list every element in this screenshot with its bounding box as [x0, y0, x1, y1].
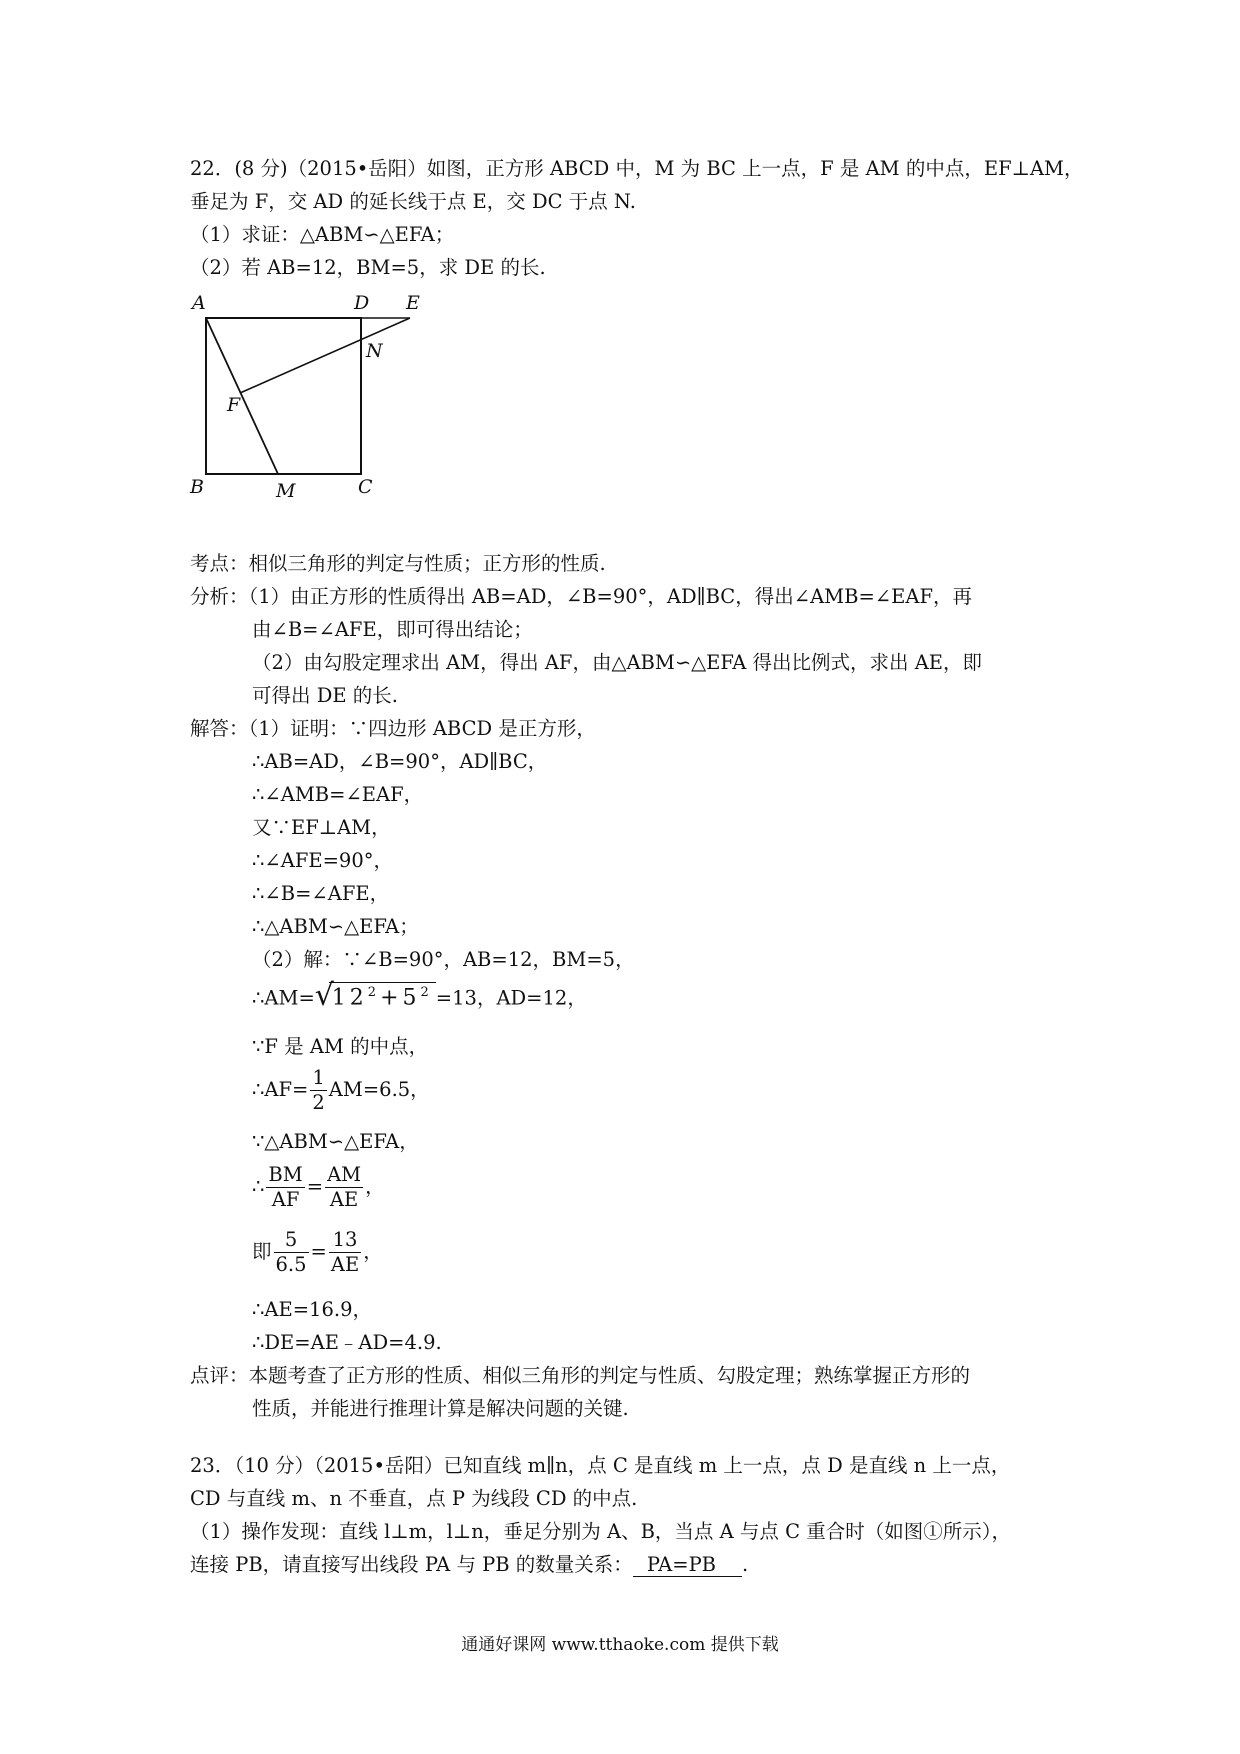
- fraction-numerator: BM: [268, 1163, 303, 1186]
- label-E: E: [406, 292, 420, 314]
- fraction-denominator: 2: [312, 1091, 325, 1114]
- fenxi-line4: 可得出 DE 的长.: [252, 684, 398, 707]
- q23-line3: （1）操作发现：直线 l⊥m，l⊥n，垂足分别为 A、B，当点 A 与点 C 重合时（如图①所示），: [190, 1520, 1011, 1543]
- q23-line2: CD 与直线 m、n 不垂直，点 P 为线段 CD 的中点.: [190, 1487, 638, 1510]
- label-M: M: [276, 480, 296, 502]
- dianping-line1: 点评：本题考查了正方形的性质、相似三角形的判定与性质、勾股定理；熟练掌握正方形的: [190, 1364, 971, 1387]
- jieda-line8: （2）解：∵∠B=90°，AB=12，BM=5，: [252, 948, 635, 971]
- am-prefix: ∴AM=: [252, 986, 315, 1010]
- label-N: N: [366, 340, 383, 362]
- equals-sign: =: [310, 1240, 327, 1263]
- fenxi-line3: （2）由勾股定理求出 AM，得出 AF，由△ABM∽△EFA 得出比例式，求出 AE，即: [252, 651, 983, 674]
- exponent-a: 2: [367, 985, 381, 1000]
- jieda-line9: [252, 978, 587, 1013]
- fraction-numerator: 5: [274, 1228, 309, 1253]
- q23-line1: 23．（10 分）（2015•岳阳）已知直线 m∥n，点 C 是直线 m 上一点，点 D 是直线 n 上一点，: [190, 1454, 1011, 1477]
- fenxi-line2: 由∠B=∠AFE，即可得出结论；: [252, 618, 533, 641]
- label-C: C: [358, 476, 373, 498]
- fenxi-line1: 分析：（1）由正方形的性质得出 AB=AD，∠B=90°，AD∥BC，得出∠AMB=∠EAF，再: [190, 585, 972, 608]
- q22-part2: （2）若 AB=12，BM=5，求 DE 的长.: [190, 256, 546, 279]
- q22-part1: （1）求证：△ABM∽△EFA；: [190, 223, 455, 246]
- jieda-line13: [252, 1163, 385, 1212]
- square-figure: [190, 290, 430, 510]
- ratio-suffix: ，: [365, 1175, 385, 1198]
- fraction-numerator: 13: [329, 1228, 361, 1253]
- jieda-line16: ∴DE=AE﹣AD=4.9.: [252, 1331, 442, 1354]
- fraction-am-ae: [325, 1163, 363, 1212]
- fraction-5-6.5: [274, 1228, 309, 1277]
- jieda-line14: [252, 1228, 383, 1277]
- jieda-line11: [252, 1066, 430, 1115]
- jieda-line15: ∴AE=16.9，: [252, 1298, 372, 1321]
- q23-line4-end: .: [742, 1553, 749, 1576]
- jieda-line6: ∴∠B=∠AFE，: [252, 882, 390, 905]
- fraction-denominator: AF: [271, 1188, 300, 1211]
- radicand-a: 12: [331, 985, 368, 1011]
- label-B: B: [190, 476, 204, 498]
- jieda-line7: ∴△ABM∽△EFA；: [252, 915, 419, 938]
- dianping-line2: 性质，并能进行推理计算是解决问题的关键.: [252, 1397, 629, 1420]
- fraction-bm-af: [266, 1163, 304, 1212]
- ratio-prefix: ∴: [252, 1175, 265, 1198]
- label-D: D: [354, 292, 370, 314]
- jieda-line2: ∴AB=AD，∠B=90°，AD∥BC，: [252, 750, 548, 773]
- exponent-b: 2: [420, 985, 433, 1000]
- jieda-line5: ∴∠AFE=90°，: [252, 849, 393, 872]
- fraction-numerator: AM: [327, 1163, 362, 1186]
- label-F: F: [227, 394, 241, 416]
- sqrt-expression: √ $12^2+5^2$: [315, 982, 436, 1010]
- q23-line4: [190, 1549, 748, 1577]
- fraction-denominator: 6.5: [275, 1253, 307, 1276]
- radicand-plus: +5: [380, 985, 421, 1011]
- q22-line2: 垂足为 F，交 AD 的延长线于点 E，交 DC 于点 N.: [190, 190, 636, 213]
- jieda-line4: 又∵EF⊥AM，: [252, 816, 391, 839]
- af-suffix: AM=6.5，: [328, 1078, 430, 1101]
- equals-sign: =: [306, 1175, 324, 1198]
- ratio2-suffix: ，: [363, 1240, 383, 1263]
- jieda-line12: ∵△ABM∽△EFA，: [252, 1130, 419, 1153]
- label-A: A: [192, 292, 206, 314]
- q22-line1: 22．(8 分)（2015•岳阳）如图，正方形 ABCD 中，M 为 BC 上一点，F 是 AM 的中点，EF⊥AM，: [190, 157, 1084, 180]
- fraction-denominator: AE: [330, 1253, 360, 1276]
- kaodian: 考点：相似三角形的判定与性质；正方形的性质.: [190, 552, 606, 575]
- fraction-13-ae: [329, 1228, 361, 1277]
- ratio2-prefix: 即: [252, 1240, 272, 1263]
- fraction-half: [310, 1066, 326, 1115]
- square-diagram: [190, 290, 430, 510]
- fraction-numerator: 1: [312, 1066, 325, 1089]
- fraction-denominator: AE: [329, 1188, 359, 1211]
- answer-blank: PA=PB: [633, 1553, 742, 1577]
- q23-line4-text: 连接 PB，请直接写出线段 PA 与 PB 的数量关系：: [190, 1553, 633, 1576]
- jieda-line1: 解答：（1）证明：∵四边形 ABCD 是正方形，: [190, 717, 596, 740]
- am-suffix: =13，AD=12，: [435, 986, 587, 1010]
- jieda-line10: ∵F 是 AM 的中点，: [252, 1035, 429, 1058]
- af-prefix: ∴AF=: [252, 1078, 309, 1101]
- page-footer: 通通好课网 www.tthaoke.com 提供下载: [461, 1635, 779, 1655]
- jieda-line3: ∴∠AMB=∠EAF，: [252, 783, 424, 806]
